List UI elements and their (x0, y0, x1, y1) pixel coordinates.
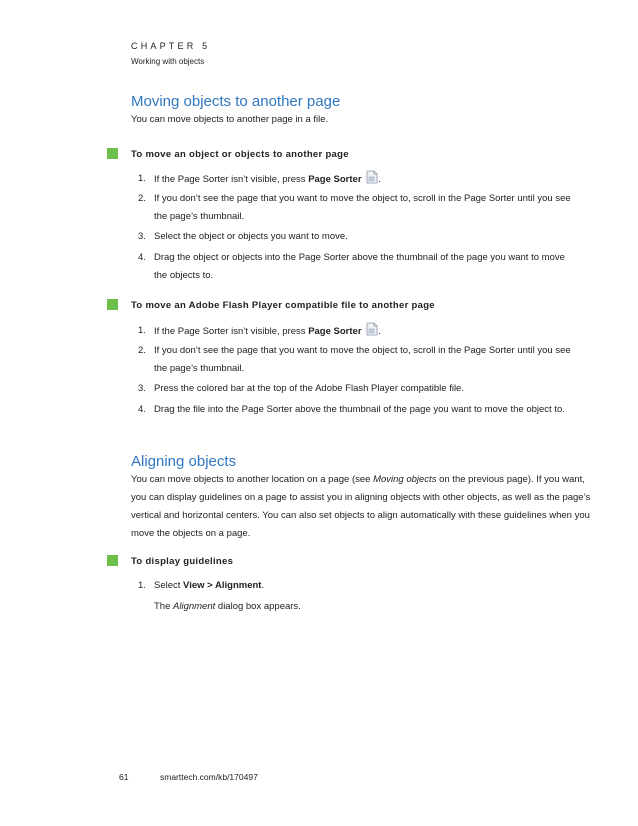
section-intro-aligning: You can move objects to another location on a page (see Moving objects on the previous page). If you want, you can display guidelines on a page to assist you in aligning objects with other objects, as well as the page’s vertical and horizontal centers. You can also set objects to align automatically with these guidelines when you move the objects on a page. (131, 474, 591, 539)
dialog-name: Alignment (173, 601, 216, 612)
step-number: 3. (138, 231, 146, 242)
page-sorter-icon (366, 322, 378, 336)
chapter-subtitle: Working with objects (131, 57, 205, 66)
list-item (138, 401, 578, 419)
procedure-marker (107, 299, 118, 310)
step-text: If you don’t see the page that you want to move the object to, scroll in the Page Sorter until you see the page’s thumbnail. (154, 193, 571, 222)
chapter-label: CHAPTER 5 (131, 41, 211, 51)
section-intro-moving: You can move objects to another page in a file. (131, 114, 329, 125)
step-number: 4. (138, 404, 146, 415)
step-note: The Alignment dialog box appears. (154, 601, 301, 612)
procedure-marker (107, 555, 118, 566)
step-text-end: . (378, 326, 381, 337)
procedure-marker (107, 148, 118, 159)
step-number: 1. (138, 173, 146, 184)
procedure-heading: To display guidelines (131, 556, 234, 567)
step-text: If you don’t see the page that you want to move the object to, scroll in the Page Sorter until you see the page’s thumbnail. (154, 345, 571, 374)
list-item (138, 380, 578, 398)
step-number: 4. (138, 252, 146, 263)
step-text-end: . (261, 580, 265, 591)
list-item (138, 322, 578, 341)
step-text: If the Page Sorter isn’t visible, press (154, 174, 309, 185)
list-item (138, 577, 578, 595)
list-item (138, 228, 578, 246)
procedure-heading: To move an Adobe Flash Player compatible file to another page (131, 300, 435, 311)
section-title-aligning: Aligning objects (131, 453, 237, 470)
section-title-moving: Moving objects to another page (131, 93, 341, 110)
footer-url[interactable]: smarttech.com/kb/170497 (160, 772, 258, 782)
step-text: Select the object or objects you want to move. (154, 231, 348, 242)
page-sorter-icon (366, 170, 378, 184)
step-text: If the Page Sorter isn’t visible, press (154, 326, 309, 337)
cross-reference: Moving objects (373, 474, 437, 485)
step-text-end: . (378, 174, 381, 185)
step-number: 3. (138, 383, 146, 394)
menu-path: View > Alignment (183, 580, 262, 591)
list-item (138, 190, 578, 226)
step-number: 1. (138, 325, 146, 336)
page-number: 61 (119, 772, 129, 782)
step-text: Select (154, 580, 184, 591)
list-item (138, 170, 578, 189)
step-text: Press the colored bar at the top of the Adobe Flash Player compatible file. (154, 383, 464, 394)
page-sorter-label: Page Sorter (308, 174, 362, 185)
step-text: Drag the file into the Page Sorter above the thumbnail of the page you want to move the object to. (154, 404, 565, 415)
step-number: 1. (138, 580, 146, 591)
procedure-heading: To move an object or objects to another page (131, 149, 349, 160)
step-number: 2. (138, 193, 146, 204)
list-item (138, 249, 578, 285)
step-text: Drag the object or objects into the Page Sorter above the thumbnail of the page you want to move the objects to. (154, 252, 565, 281)
page-sorter-label: Page Sorter (308, 326, 362, 337)
list-item (138, 342, 578, 378)
step-number: 2. (138, 345, 146, 356)
